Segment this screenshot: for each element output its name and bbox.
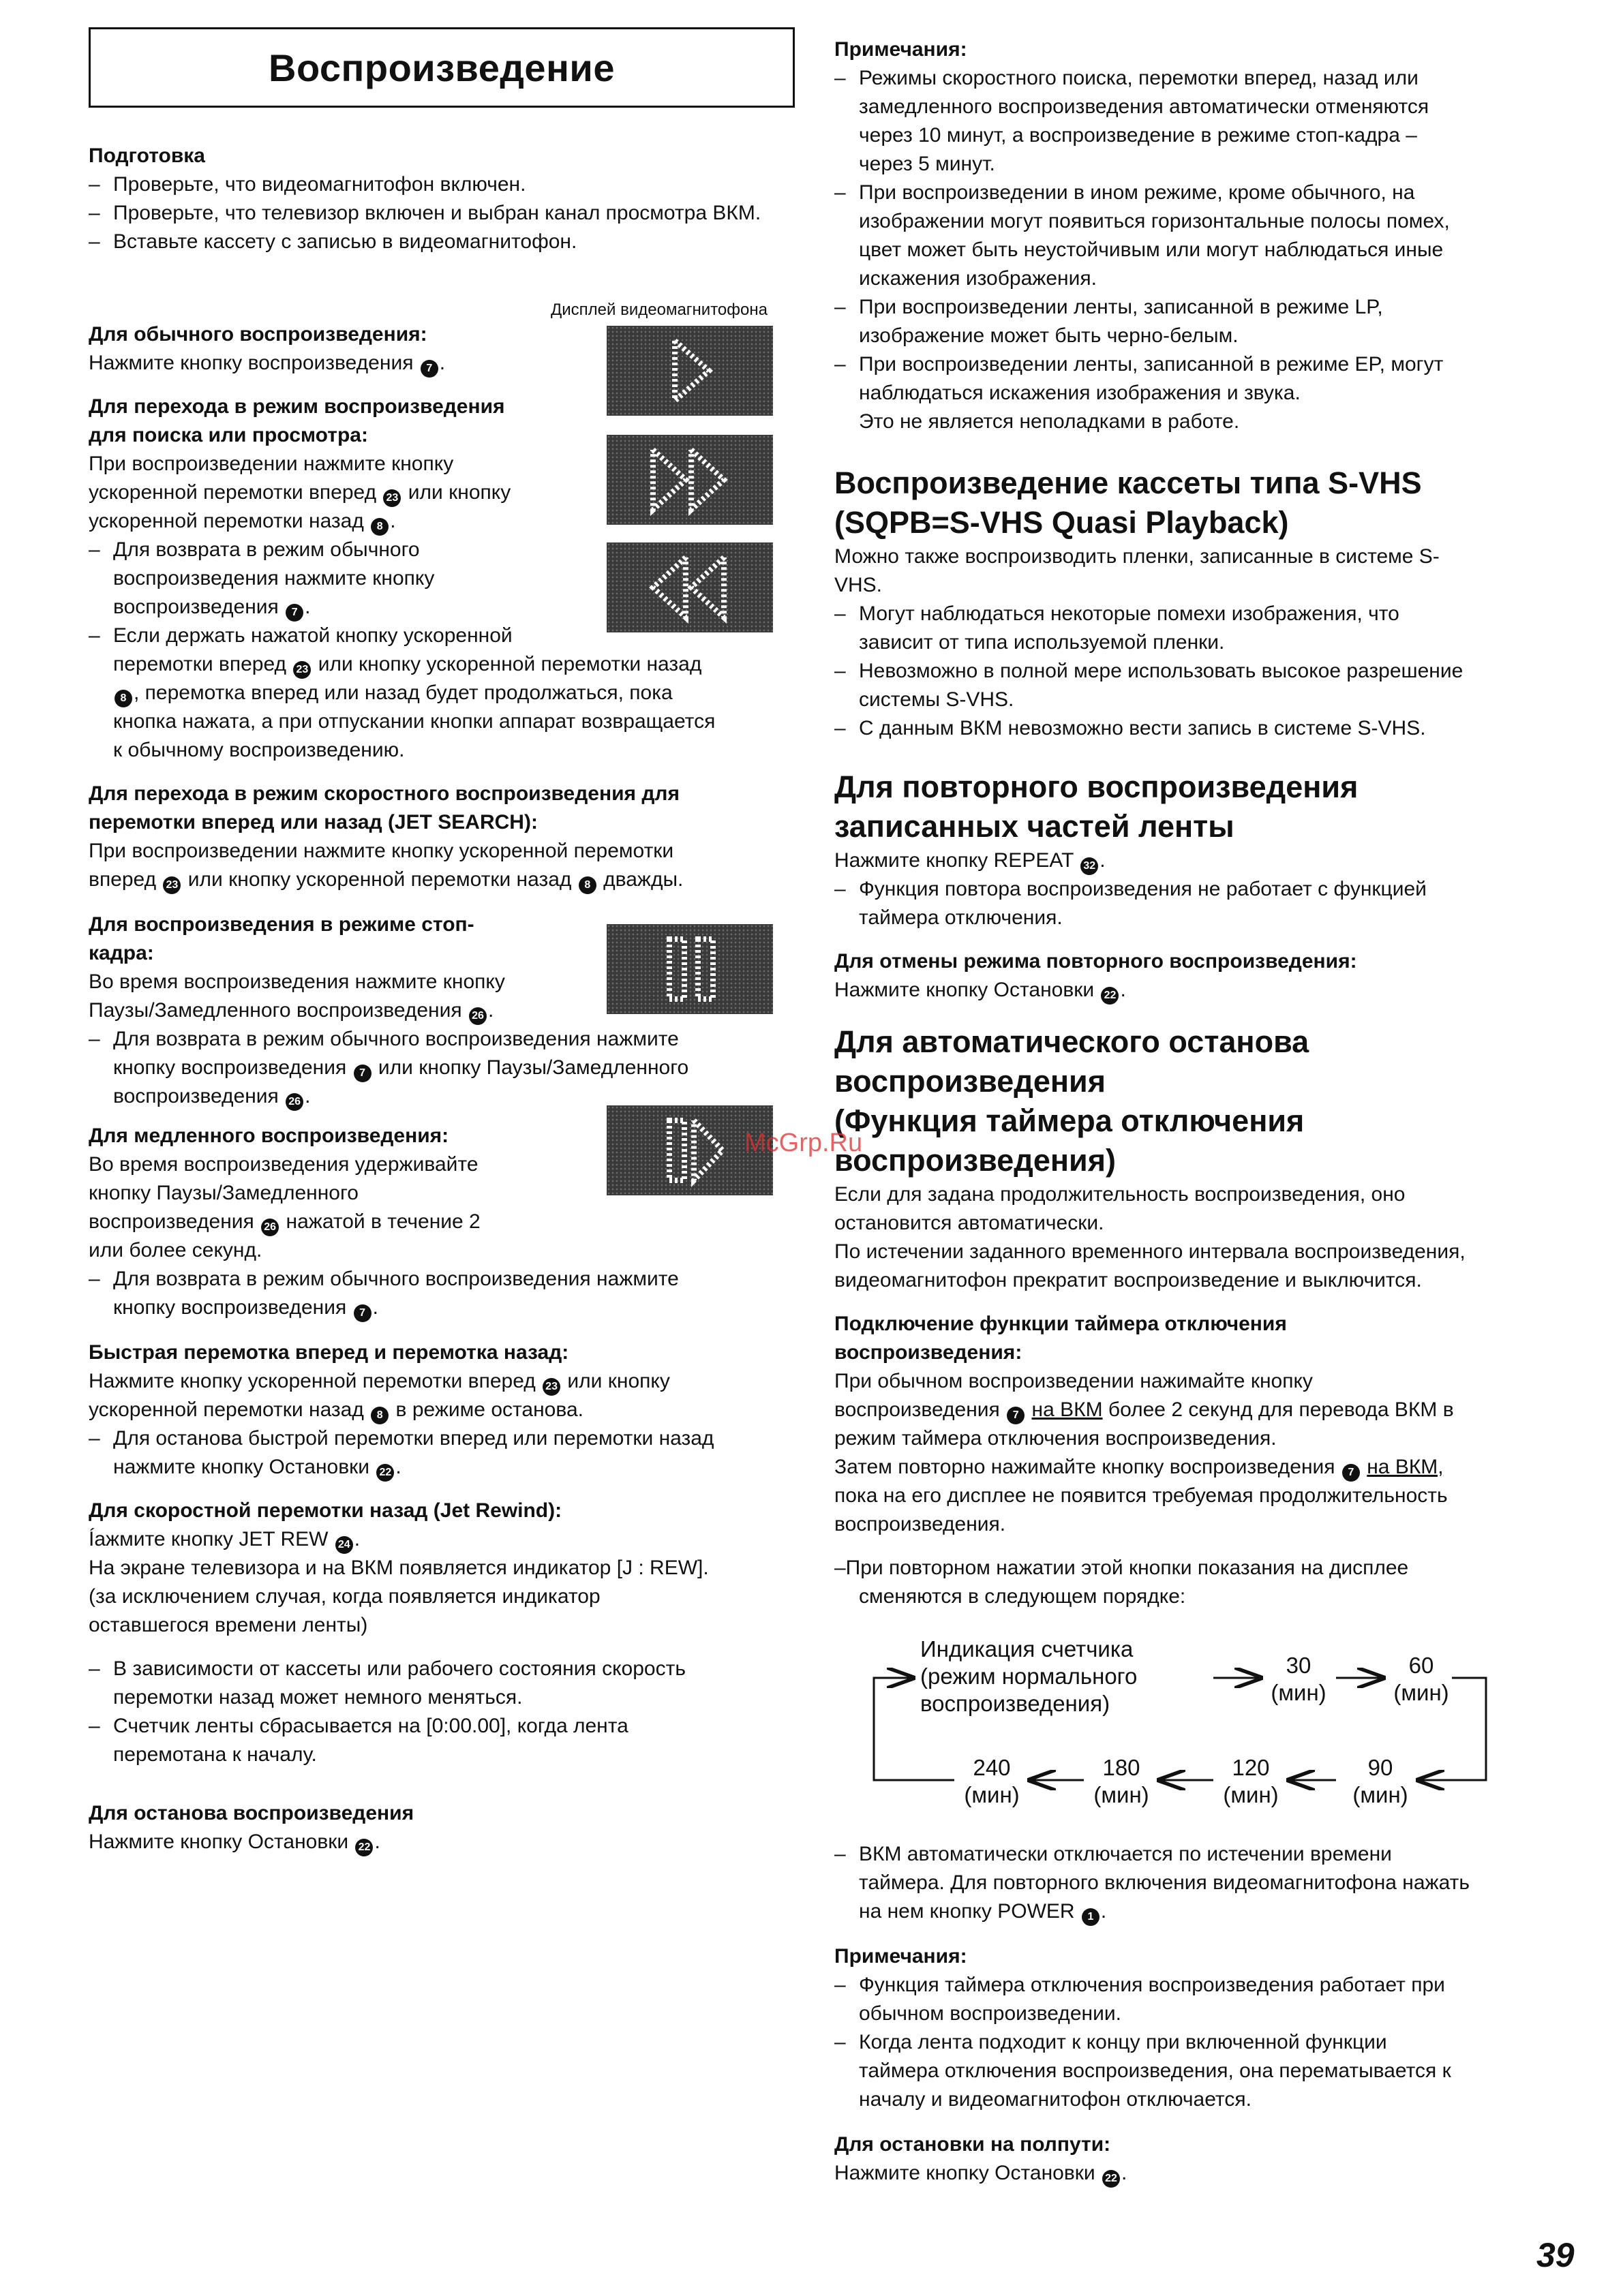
autostop-heading-4: воспроизведения) [834, 1143, 1116, 1178]
button-ref-jet-rew: 24 [335, 1536, 353, 1554]
step-value: 120 [1232, 1755, 1270, 1780]
search-section: Для перехода в режим воспроизведения для поиска или просмотра: При воспроизведении нажмите кнопку ускоренной перемотки вперед 23 или кнопку ускоренной перемотки назад 8 . – Для возврата в режим обычного воспроизведения нажмите кнопку воспроизведения 7 . [89, 393, 593, 622]
search-heading: Для перехода в режим воспроизведения [89, 395, 505, 418]
jet-text: или кнопку ускоренной перемотки назад [187, 868, 572, 891]
jet-text: дважды. [603, 868, 684, 891]
notes-section [834, 35, 1530, 436]
ffrew-section: Быстрая перемотка вперед и перемотка назад: Нажмите кнопку ускоренной перемотки вперед 23 или кнопку ускоренной перемотки назад 8 в режиме останова. – Для останова быстрой перемотки вперед или перемотки назад нажмите кнопку Остановки 22 . [89, 1338, 798, 1482]
repeat-cancel-text: Нажмите кнопку Остановки [834, 979, 1095, 1001]
button-ref-repeat: 32 [1080, 857, 1098, 875]
power-bullet-cont: на нем кнопку POWER [859, 1900, 1075, 1923]
timer-text: воспроизведения [834, 1398, 1000, 1421]
note-item-cont: искажения изображения. [859, 267, 1097, 290]
step-value: 240 [973, 1755, 1011, 1780]
svhs-heading-2: (SQPB=S-VHS Quasi Playback) [834, 505, 1289, 540]
autostop-heading-3: (Функция таймера отключения [834, 1103, 1305, 1138]
jetrew-bullet-cont: перемотки назад может немного меняться. [113, 1686, 523, 1709]
notes-2-section [834, 1942, 1530, 2114]
step-unit: (мин) [1393, 1680, 1449, 1705]
svhs-bullet: – Невозможно в полной мере использовать высокое разрешение [834, 657, 1530, 686]
autostop-heading: Для автоматического останова [834, 1024, 1309, 1059]
autostop-text: Если для задана продолжительность воспроизведения, оно [834, 1183, 1406, 1206]
counter-label-line: (режим нормального [920, 1664, 1138, 1689]
step-30 [1261, 1652, 1336, 1706]
ffrew-bullet-cont: нажмите кнопку Остановки [113, 1456, 370, 1478]
svhs-bullet-cont: системы S-VHS. [859, 688, 1014, 711]
slow-text: кнопку Паузы/Замедленного [89, 1182, 359, 1204]
search-bullet-cont: кнопка нажата, а при отпускании кнопки аппарат возвращается [113, 710, 716, 733]
note-item: – При воспроизведении ленты, записанной в режиме LP, [834, 293, 1530, 322]
repeat-cancel-heading: Для отмены режима повторного воспроизведения: [834, 950, 1357, 973]
step-unit: (мин) [1093, 1782, 1149, 1807]
jet-text: вперед [89, 868, 157, 891]
watermark: McGrp.Ru [744, 1129, 863, 1157]
button-ref-play: 7 [421, 360, 438, 378]
note-item: – Режимы скоростного поиска, перемотки вперед, назад или [834, 64, 1530, 93]
prep-item: – Вставьте кассету с записью в видеомагнитофон. [89, 228, 795, 256]
step-value: 180 [1102, 1755, 1140, 1780]
step-value: 30 [1286, 1653, 1311, 1678]
display-rewind-image [607, 542, 773, 632]
button-ref-pause: 26 [261, 1219, 279, 1236]
button-ref-play: 7 [354, 1304, 371, 1322]
repeat-heading-2: записанных частей ленты [834, 809, 1234, 844]
jetrew-heading: Для скоростной перемотки назад (Jet Rewind): [89, 1499, 562, 1522]
halfstop-section: Для остановки на полпути: Нажмите кнопĸу Остановки 22 . [834, 2130, 1530, 2188]
slow-section: Для медленного воспроизведения: Во время воспроизведения удерживайте кнопку Паузы/Замедленного воспроизведения 26 нажатой в течение 2 или более секунд. – Для возврата в режим обычного воспроизведения нажмите кнопку воспроизведения 7 . [89, 1122, 798, 1322]
button-ref-pause: 26 [469, 1007, 487, 1025]
timer-text: Затем повторно нажимайте кнопку воспроизведения [834, 1456, 1335, 1478]
search-heading-2: для поиска или просмотра: [89, 424, 368, 446]
search-bullet-cont: или кнопку ускоренной перемотки назад [318, 653, 702, 675]
jetrew-text: оставшегося времени ленты) [89, 1614, 368, 1636]
step-240 [954, 1754, 1029, 1809]
jetrew-bullet-cont: перемотана к началу. [113, 1743, 317, 1766]
repeat-text: Нажмите кнопку REPEAT [834, 849, 1074, 872]
button-ref-stop: 22 [1101, 987, 1119, 1005]
jet-heading-2: перемотки вперед или назад (JET SEARCH): [89, 811, 538, 833]
page-number: 39 [1536, 2236, 1575, 2274]
step-unit: (мин) [1352, 1782, 1408, 1807]
note-item-cont: изображении могут появиться горизонтальные полосы помех, [859, 210, 1450, 232]
timer-text: –При повторном нажатии этой кнопки показания на дисплее [834, 1557, 1409, 1579]
autostop-text: остановится автоматически. [834, 1212, 1104, 1234]
button-ref-rew: 8 [371, 518, 389, 536]
still-bullet: – Для возврата в режим обычного воспроизведения нажмите [89, 1025, 798, 1054]
button-ref-stop: 22 [355, 1839, 373, 1856]
display-caption: Дисплей видеомагнитофона [551, 301, 768, 319]
button-ref-ff: 23 [163, 876, 181, 894]
repeat-bullet: – Функция повтора воспроизведения не работает с функцией [834, 875, 1530, 904]
page-title-box [89, 27, 795, 108]
jet-heading: Для перехода в режим скоростного воспроизведения для [89, 782, 680, 805]
note-item-cont: изображение может быть черно-белым. [859, 324, 1239, 347]
normal-heading: Для обычного воспроизведения: [89, 323, 427, 346]
note-item-cont: Это не является неполадками в работе. [859, 410, 1240, 433]
button-ref-play: 7 [1342, 1464, 1360, 1482]
jet-rewind-section: Для скоростной перемотки назад (Jet Rewind): Íажмите кнопку JET REW 24 . На экране телевизора и на ВКМ появляется индикатор [J : REW]. (за исключением случая, когда появляется индикатор оставшегося времени ленты) [89, 1497, 798, 1640]
step-value: 60 [1408, 1653, 1434, 1678]
still-section: Для воспроизведения в режиме стоп- кадра: Во время воспроизведения нажмите кнопку Паузы/Замедленного воспроизведения 26 . – Для возврата в режим обычного воспроизведения нажмите кнопку воспроизведения 7 или кнопку Паузы/Замедленного воспроизведения 26 . [89, 910, 798, 1111]
repeat-bullet-cont: таймера отключения. [859, 906, 1063, 929]
search-bullet: – Для возврата в режим обычного [89, 536, 593, 564]
timer-text: воспроизведения. [834, 1513, 1006, 1535]
page-title: Воспроизведение [269, 46, 615, 89]
search-bullet-cont: воспроизведения [113, 596, 279, 618]
slow-bullet-cont: кнопку воспроизведения [113, 1296, 347, 1319]
search-text: При воспроизведении нажмите кнопку [89, 453, 454, 475]
play-icon [607, 326, 773, 416]
search-text: ускоренной перемотки назад [89, 510, 364, 532]
jet-rewind-bullets [89, 1655, 798, 1769]
step-90 [1343, 1754, 1418, 1809]
autostop-heading-2: воспроизведения [834, 1064, 1106, 1099]
jetrew-text: На экране телевизора и на ВКМ появляется индикатор [J : REW]. [89, 1557, 709, 1579]
notes-heading: Примечания: [834, 38, 967, 61]
power-bullet: – ВКМ автоматически отключается по истечении времени [834, 1840, 1530, 1869]
button-ref-play: 7 [354, 1065, 371, 1082]
note-item-cont: наблюдаться искажения изображения и звука. [859, 382, 1301, 404]
timer-text: режим таймера отключения воспроизведения. [834, 1427, 1277, 1450]
note-item-cont: через 10 минут, а воспроизведение в режиме стоп-кадра – [859, 124, 1417, 147]
svhs-heading: Воспроизведение кассеты типа S-VHS [834, 465, 1422, 500]
button-ref-stop: 22 [376, 1464, 394, 1482]
button-ref-stop: 22 [1102, 2170, 1120, 2188]
ffrew-text: ускоренной перемотки назад [89, 1398, 364, 1421]
autostop-text: По истечении заданного временного интервала воспроизведения, [834, 1240, 1466, 1263]
halfstop-text: Нажмите кнопĸу Остановки [834, 2162, 1095, 2184]
search-hold-bullet [89, 622, 804, 765]
svhs-text: Можно также воспроизводить пленки, записанные в системе S- [834, 545, 1440, 568]
normal-text: Нажмите кнопку воспроизведения [89, 352, 414, 374]
step-unit: (мин) [1223, 1782, 1279, 1807]
repeat-section: Для повторного воспроизведения записанных частей ленты Нажмите кнопку REPEAT 32 . – Функция повтора воспроизведения не работает с функцией таймера отключения. Для отмены режима повторного воспроизведения: Нажмите кнопку Остановки 22 . [834, 767, 1530, 1005]
rewind-icon [607, 542, 773, 632]
svhs-bullet: – С данным ВКМ невозможно вести запись в системе S-VHS. [834, 714, 1530, 743]
slow-text: воспроизведения [89, 1210, 254, 1233]
note-item-cont: началу и видеомагнитофон отключается. [859, 2088, 1252, 2111]
search-bullet: – Если держать нажатой кнопку ускоренной [89, 622, 804, 650]
search-bullet-cont: , перемотка вперед или назад будет продолжаться, пока [134, 682, 673, 704]
autostop-text: видеомагнитофон прекратит воспроизведение и выключится. [834, 1269, 1422, 1291]
note-item: – Функция таймера отключения воспроизведения работает при [834, 1971, 1530, 2000]
button-ref-rew: 8 [579, 876, 596, 894]
still-heading-2: кадра: [89, 942, 154, 964]
pause-icon [607, 924, 773, 1014]
prep-item: – Проверьте, что телевизор включен и выбран канал просмотра ВКМ. [89, 199, 795, 228]
slow-text: или более секунд. [89, 1239, 262, 1261]
still-bullet-cont: или кнопку Паузы/Замедленного [378, 1056, 689, 1079]
ffrew-heading: Быстрая перемотка вперед и перемотка назад: [89, 1341, 569, 1364]
timer-text: на ВКМ, [1367, 1456, 1444, 1478]
note-item: – Когда лента подходит к концу при включенной функции [834, 2028, 1530, 2057]
note-item: – При воспроизведении ленты, записанной в режиме EP, могут [834, 350, 1530, 379]
timer-text: пока на его дисплее не появится требуемая продолжительность [834, 1484, 1448, 1507]
still-bullet-cont: кнопку воспроизведения [113, 1056, 347, 1079]
note-item-cont: обычном воспроизведении. [859, 2002, 1121, 2025]
step-unit: (мин) [1271, 1680, 1326, 1705]
prep-section [89, 142, 795, 256]
display-play-image [607, 326, 773, 416]
still-bullet-cont: воспроизведения [113, 1085, 279, 1107]
normal-section: Для обычного воспроизведения: Нажмите кнопку воспроизведения 7 . [89, 320, 593, 378]
step-unit: (мин) [964, 1782, 1020, 1807]
timer-sequence-diagram [873, 1636, 1500, 1820]
step-180 [1084, 1754, 1159, 1809]
svhs-section [834, 463, 1530, 743]
button-ref-rew: 8 [371, 1407, 389, 1424]
timer-text: более 2 секунд для перевода ВКМ в [1108, 1398, 1454, 1421]
timer-heading-2: воспроизведения: [834, 1341, 1022, 1364]
display-fast-forward-image [607, 435, 773, 525]
notes-heading: Примечания: [834, 1945, 967, 1968]
prep-item: – Проверьте, что видеомагнитофон включен. [89, 170, 795, 199]
counter-label-line: воспроизведения) [920, 1691, 1110, 1716]
power-section: – ВКМ автоматически отключается по истечении времени таймера. Для повторного включения видеомагнитофона нажать на нем кнопку POWER 1 . [834, 1840, 1530, 1926]
fast-forward-icon [607, 435, 773, 525]
slow-text: нажатой в течение 2 [286, 1210, 481, 1233]
button-ref-ff: 23 [383, 489, 401, 507]
button-ref-ff: 23 [543, 1378, 560, 1396]
svhs-text: VHS. [834, 574, 883, 596]
step-120 [1213, 1754, 1288, 1809]
repeat-heading: Для повторного воспроизведения [834, 769, 1359, 804]
note-item-cont: замедленного воспроизведения автоматически отменяются [859, 95, 1429, 118]
svhs-bullet: – Могут наблюдаться некоторые помехи изображения, что [834, 600, 1530, 628]
timer-text: сменяются в следующем порядке: [859, 1585, 1186, 1608]
still-text: Во время воспроизведения нажмите кнопку [89, 970, 505, 993]
jetrew-bullet: – Счетчик ленты сбрасывается на [0:00.00], когда лента [89, 1712, 798, 1741]
still-heading: Для воспроизведения в режиме стоп- [89, 913, 474, 936]
button-ref-rew: 8 [115, 690, 132, 707]
button-ref-pause: 26 [286, 1093, 303, 1111]
button-ref-play: 7 [1007, 1407, 1025, 1424]
note-item-cont: цвет может быть неустойчивым или могут наблюдаться иные [859, 239, 1444, 261]
jetrew-text: Íажмите кнопку JET REW [89, 1528, 329, 1550]
search-text: ускоренной перемотки вперед [89, 481, 377, 504]
ffrew-text: в режиме останова. [395, 1398, 583, 1421]
prep-heading: Подготовка [89, 144, 205, 167]
counter-label [920, 1636, 1137, 1717]
stop-text: Нажмите кнопку Остановки [89, 1831, 349, 1853]
timer-text: на ВКМ [1031, 1398, 1103, 1421]
still-text: Паузы/Замедленного воспроизведения [89, 999, 462, 1022]
button-ref-play: 7 [286, 604, 303, 622]
timer-text: При обычном воспроизведении нажимайте кнопку [834, 1370, 1313, 1392]
display-pause-image [607, 924, 773, 1014]
slow-bullet: – Для возврата в режим обычного воспроизведения нажмите [89, 1265, 798, 1294]
timer-section [834, 1310, 1530, 1611]
stop-section: Для останова воспроизведения Нажмите кнопку Остановки 22 . [89, 1799, 798, 1856]
power-bullet-cont: таймера. Для повторного включения видеомагнитофона нажать [859, 1871, 1470, 1894]
jet-text: При воспроизведении нажмите кнопку ускоренной перемотки [89, 840, 674, 862]
button-ref-ff: 23 [293, 661, 311, 679]
button-ref-power: 1 [1082, 1908, 1099, 1926]
ffrew-bullet: – Для останова быстрой перемотки вперед или перемотки назад [89, 1424, 798, 1453]
slow-heading: Для медленного воспроизведения: [89, 1124, 449, 1147]
jetrew-bullet: – В зависимости от кассеты или рабочего состояния скорость [89, 1655, 798, 1683]
search-text: или кнопку [408, 481, 511, 504]
timer-heading: Подключение функции таймера отключения [834, 1313, 1287, 1335]
ffrew-text: Нажмите кнопку ускоренной перемотки вперед [89, 1370, 536, 1392]
search-bullet-cont: к обычному воспроизведению. [113, 739, 405, 761]
step-60 [1384, 1652, 1459, 1706]
search-bullet-cont: перемотки вперед [113, 653, 286, 675]
note-item-cont: таймера отключения воспроизведения, она перематывается к [859, 2060, 1451, 2082]
stop-heading: Для останова воспроизведения [89, 1802, 414, 1824]
slow-text: Во время воспроизведения удерживайте [89, 1153, 479, 1176]
note-item-cont: через 5 минут. [859, 153, 995, 175]
step-value: 90 [1367, 1755, 1393, 1780]
search-bullet-cont: воспроизведения нажмите кнопку [113, 567, 435, 590]
ffrew-text: или кнопку [567, 1370, 670, 1392]
halfstop-heading: Для остановки на полпути: [834, 2133, 1111, 2156]
note-item: – При воспроизведении в ином режиме, кроме обычного, на [834, 179, 1530, 207]
jet-search-section [89, 780, 798, 894]
jetrew-text: (за исключением случая, когда появляется индикатор [89, 1585, 601, 1608]
autostop-section [834, 1022, 1530, 1295]
counter-label-line: Индикация счетчика [920, 1636, 1134, 1662]
svhs-bullet-cont: зависит от типа используемой пленки. [859, 631, 1225, 654]
